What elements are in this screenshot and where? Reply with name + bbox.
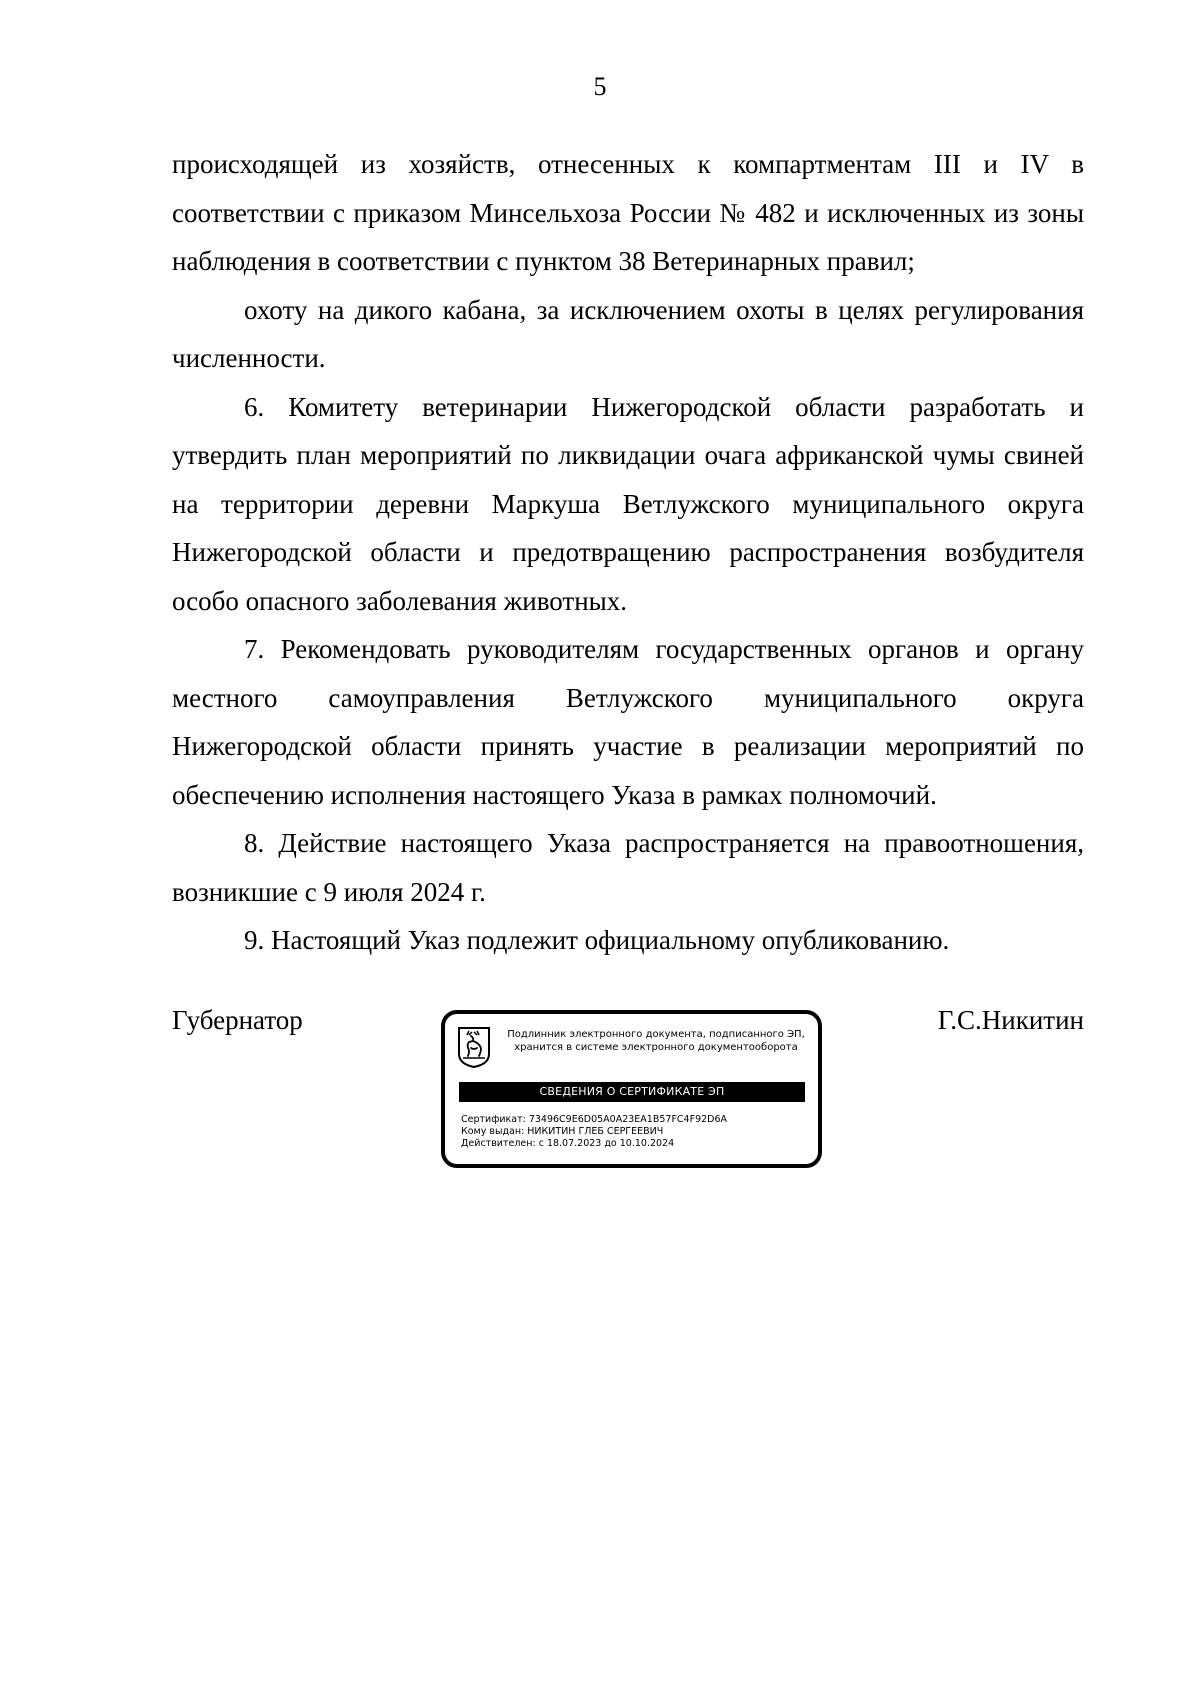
signatory-name: Г.С.Никитин — [937, 1005, 1084, 1035]
electronic-signature-stamp — [441, 1010, 822, 1168]
paragraph-4: 8. Действие настоящего Указа распространяется на правоотношения, возникшие с 9 июля 2024 г. — [172, 828, 1084, 907]
stamp-header: СВЕДЕНИЯ О СЕРТИФИКАТЕ ЭП — [459, 1082, 805, 1102]
stamp-note-line-2: хранится в системе электронного документооборота — [514, 1042, 798, 1053]
paragraph-3: 7. Рекомендовать руководителям государственных органов и органу местного самоуправления Ветлужского муниципального округа Нижегородской области принять участие в реализации мероприятий по обеспечению исполнения настоящего Указа в рамках полномочий. — [172, 634, 1084, 810]
stamp-note — [497, 1028, 815, 1054]
certificate-owner: Кому выдан: НИКИТИН ГЛЕБ СЕРГЕЕВИЧ — [461, 1126, 664, 1137]
paragraph-1: охоту на дикого кабана, за исключением охоты в целях регулирования численности. — [172, 294, 1084, 373]
paragraph-5: 9. Настоящий Указ подлежит официальному опубликованию. — [244, 925, 950, 955]
certificate-number: Сертификат: 73496C9E6D05A0A23EA1B57FC4F92D6A — [461, 1114, 728, 1125]
deer-emblem-icon — [457, 1026, 491, 1068]
paragraph-0: происходящей из хозяйств, отнесенных к компартментам III и IV в соответствии с приказом Минсельхоза России № 482 и исключенных из зоны наблюдения в соответствии с пунктом 38 Ветеринарных правил; — [172, 149, 1084, 276]
certificate-details — [461, 1114, 811, 1150]
certificate-validity: Действителен: с 18.07.2023 до 10.10.2024 — [461, 1138, 675, 1149]
document-body — [172, 140, 1084, 965]
signatory-title: Губернатор — [172, 1005, 303, 1035]
page-number: 5 — [593, 72, 607, 101]
paragraph-2: 6. Комитету ветеринарии Нижегородской области разработать и утвердить план мероприятий по ликвидации очага африканской чумы свиней на территории деревни Маркуша Ветлужского муниципального округа Нижегородской области и предотвращению распространения возбудителя особо опасного заболевания животных. — [172, 391, 1084, 616]
stamp-note-line-1: Подлинник электронного документа, подписанного ЭП, — [507, 1029, 805, 1040]
